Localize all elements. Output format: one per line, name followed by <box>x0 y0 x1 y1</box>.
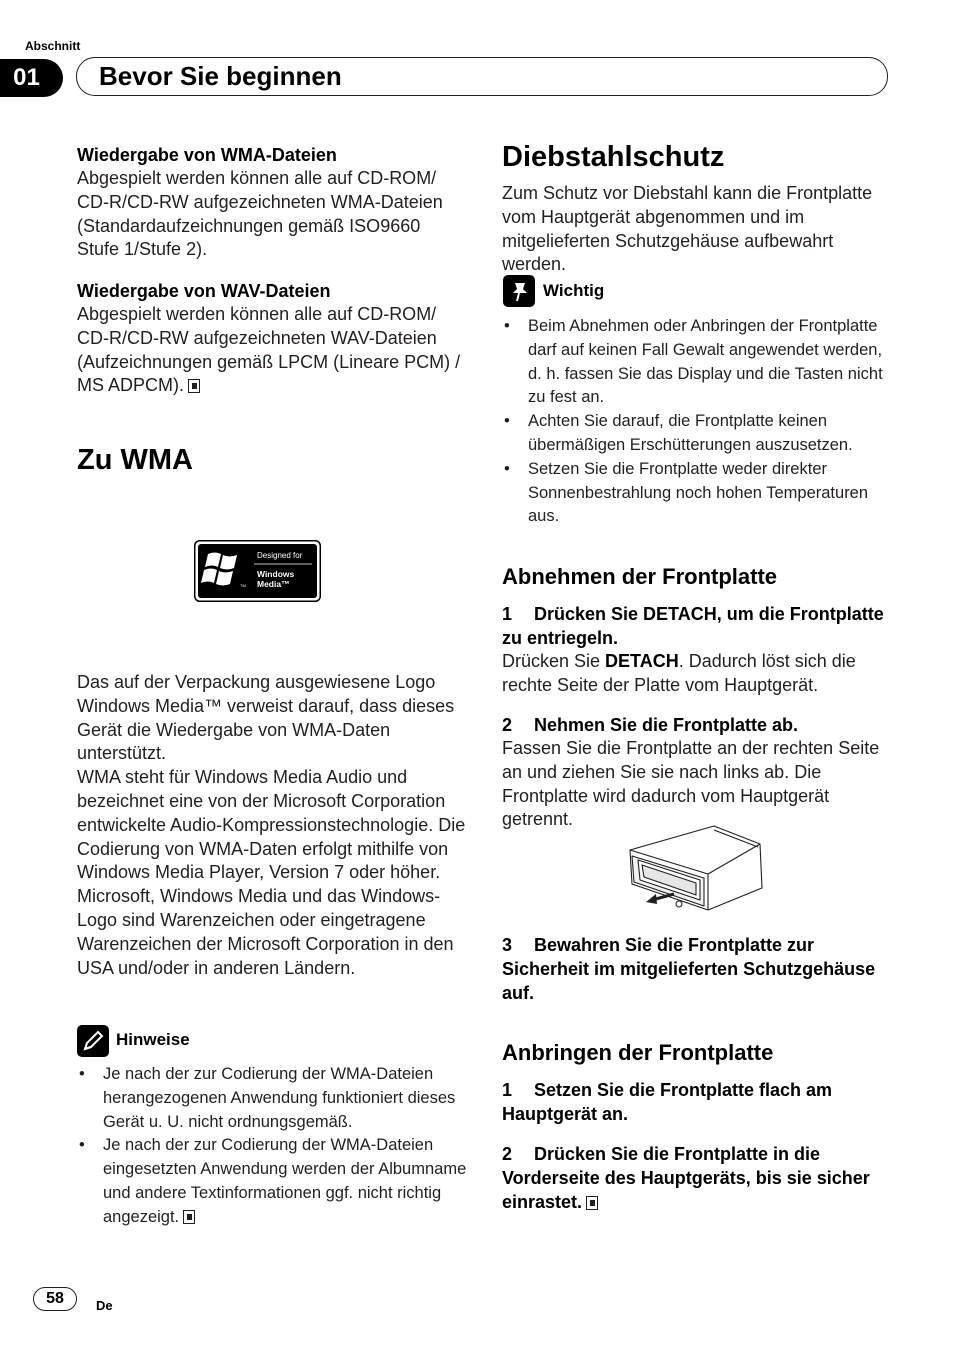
diebstahlschutz-heading: Diebstahlschutz <box>502 141 725 173</box>
step-title <box>502 602 892 650</box>
anbringen-step-2 <box>502 1142 892 1214</box>
end-mark-icon <box>188 379 200 393</box>
wma-playback-title: Wiedergabe von WMA-Dateien <box>77 145 337 165</box>
anbringen-heading: Anbringen der Frontplatte <box>502 1040 774 1065</box>
zu-wma-paragraph: WMA steht für Windows Media Audio und bezeichnet eine von der Microsoft Corporation entwickelte Audio-Kompressionstechnologie. Die Codierung von WMA-Daten erfolgt mithilfe von Windows Media Player, Version 7 oder höher. <box>77 767 466 883</box>
wav-playback-section <box>77 279 467 398</box>
zu-wma-text <box>77 671 467 980</box>
step-title <box>502 713 892 737</box>
hinweise-list <box>77 1063 467 1230</box>
abnehmen-heading: Abnehmen der Frontplatte <box>502 564 778 589</box>
wav-playback-title: Wiedergabe von WAV-Dateien <box>77 281 331 301</box>
step-title-text: Drücken Sie die Frontplatte in die Vorderseite des Hauptgeräts, bis sie sicher einrastet. <box>502 1144 870 1212</box>
step-number: 2 <box>502 1144 513 1164</box>
step-title-text: Nehmen Sie die Frontplatte ab. <box>534 715 799 735</box>
hinweise-title: Hinweise <box>116 1030 190 1049</box>
step-number: 1 <box>502 604 513 624</box>
frontplatte-illustration <box>622 820 768 916</box>
pencil-icon <box>77 1025 109 1057</box>
wichtig-item: • Beim Abnehmen oder Anbringen der Frontplatte darf auf keinen Fall Gewalt angewendet werden, d. h. fassen Sie das Display und die Tasten nicht zu fest an. <box>502 315 892 410</box>
section-label: Abschnitt <box>25 39 81 53</box>
windows-media-logo <box>194 540 321 602</box>
abnehmen-step-1 <box>502 602 892 698</box>
step-title-text: Drücken Sie DETACH, um die Frontplatte zu entriegeln. <box>502 604 884 648</box>
logo-text-media: Media™ <box>257 579 290 589</box>
abnehmen-step-3 <box>502 933 892 1005</box>
zu-wma-heading: Zu WMA <box>77 444 193 476</box>
hinweise-item-text: Je nach der zur Codierung der WMA-Dateien eingesetzten Anwendung werden der Albumname und andere Textinformationen ggf. nicht richtig angezeigt. <box>103 1136 467 1226</box>
anbringen-step-1 <box>502 1078 892 1126</box>
chapter-number: 01 <box>0 59 63 97</box>
wichtig-list <box>502 315 892 529</box>
logo-text-designed-for: Designed for <box>257 551 303 560</box>
hinweise-item <box>77 1134 467 1229</box>
wma-playback-section <box>77 143 467 262</box>
wav-playback-text-content: Abgespielt werden können alle auf CD-ROM/ CD-R/CD-RW aufgezeichneten WAV-Dateien (Aufzeichnungen gemäß LPCM (Lineare PCM) / MS ADPCM). <box>77 304 461 396</box>
wav-playback-text <box>77 303 467 398</box>
pushpin-icon <box>503 275 535 307</box>
logo-text-tm: TM <box>240 583 246 588</box>
zu-wma-paragraph: Das auf der Verpackung ausgewiesene Logo Windows Media™ verweist darauf, dass dieses Gerät die Wiedergabe von WMA-Daten unterstützt. <box>77 672 455 764</box>
step-text-part: . Dadurch löst sich die rechte Seite der Platte vom Hauptgerät. <box>502 651 856 695</box>
wma-playback-text: Abgespielt werden können alle auf CD-ROM/ CD-R/CD-RW aufgezeichneten WMA-Dateien (Standardaufzeichnungen gemäß ISO9660 Stufe 1/Stufe 2). <box>77 168 443 260</box>
end-mark-icon <box>586 1196 598 1210</box>
step-text: Fassen Sie die Frontplatte an der rechten Seite an und ziehen Sie sie nach links ab. Die Frontplatte wird dadurch vom Hauptgerät getrennt. <box>502 738 880 830</box>
detach-label: DETACH <box>605 651 679 671</box>
wichtig-title: Wichtig <box>543 281 605 300</box>
diebstahlschutz-text: Zum Schutz vor Diebstahl kann die Frontplatte vom Hauptgerät abgenommen und im mitgelieferten Schutzgehäuse aufbewahrt werden. <box>502 183 873 275</box>
end-mark-icon <box>183 1210 195 1224</box>
step-number: 2 <box>502 715 513 735</box>
logo-text-windows: Windows <box>257 569 295 579</box>
wichtig-item: • Setzen Sie die Frontplatte weder direkter Sonnenbestrahlung noch hohen Temperaturen aus. <box>502 458 892 529</box>
abnehmen-step-2 <box>502 713 892 832</box>
chapter-title: Bevor Sie beginnen <box>76 57 888 96</box>
step-number: 3 <box>502 935 513 955</box>
page-number: 58 <box>33 1287 77 1311</box>
hinweise-item: • Je nach der zur Codierung der WMA-Dateien herangezogenen Anwendung funktioniert dieses Gerät u. U. nicht ordnungsgemäß. <box>77 1063 467 1134</box>
language-code: De <box>96 1298 113 1313</box>
step-text-part: Drücken Sie <box>502 651 606 671</box>
zu-wma-paragraph: Microsoft, Windows Media und das Windows-Logo sind Warenzeichen oder eingetragene Warenzeichen der Microsoft Corporation in den USA und/oder in anderen Ländern. <box>77 886 454 978</box>
step-title-text: Setzen Sie die Frontplatte flach am Hauptgerät an. <box>502 1080 833 1124</box>
wichtig-item: • Achten Sie darauf, die Frontplatte keinen übermäßigen Erschütterungen auszusetzen. <box>502 410 892 458</box>
step-text <box>502 650 892 698</box>
step-number: 1 <box>502 1080 513 1100</box>
step-title-text: Bewahren Sie die Frontplatte zur Sicherheit im mitgelieferten Schutzgehäuse auf. <box>502 935 876 1003</box>
